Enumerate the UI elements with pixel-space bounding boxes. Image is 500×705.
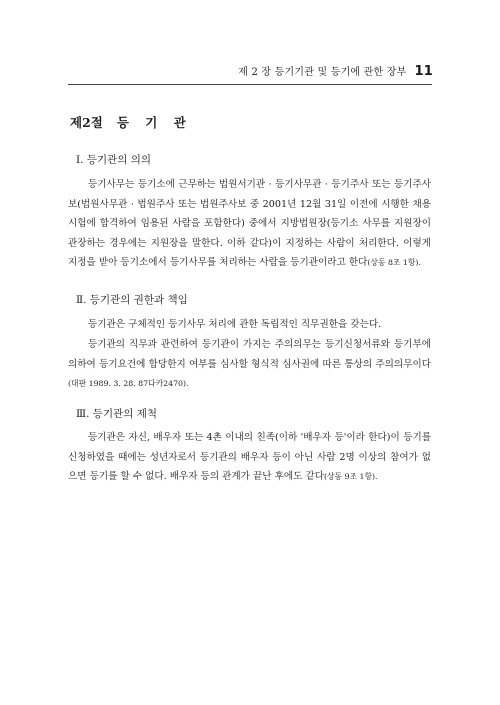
header-rule	[68, 84, 432, 85]
section-title	[70, 113, 192, 131]
section-name: 등 기 관	[116, 115, 192, 130]
citation: (상동 9조 1항).	[323, 472, 378, 482]
paragraph-text: 등기사무는 등기소에 근무하는 법원서기관 · 등기사무관 · 등기주사 또는 등기주사보(법원사무관 · 법원주사 또는 법원주사보 중 2001년 12월 31일 이전에 시행한 채용시험에 합격하여 임용된 사람을 포함한다) 중에서 지방법원장(등기소 사무를 지원장이 관장하는 경우에는 지원장을 말한다. 이하 같다)이 지정하는 사람이 처리한다. 이렇게 지정을 받아 등기소에서 등기사무를 처리하는 사람을 등기관이라고 한다	[68, 179, 431, 269]
paragraph-text: 등기관은 자신, 배우자 또는 4촌 이내의 친족(이하 '배우자 등'이라 한다)이 등기를 신청하였을 때에는 성년자로서 등기관의 배우자 등이 아닌 사람 2명 이상의 참여가 없으면 등기를 할 수 없다. 배우자 등의 관계가 끝난 후에도 같다	[68, 432, 431, 483]
paragraph-3	[68, 335, 431, 394]
section-number: 제2절	[70, 115, 103, 130]
paragraph-text: 등기관은 구체적인 등기사무 처리에 관한 독립적인 직무권한을 갖는다.	[88, 319, 382, 330]
paragraph-1	[68, 175, 431, 273]
paragraph-text: 등기관의 직무과 관련하여 등기관이 가지는 주의의무는 등기신청서류와 등기부에 의하여 등기요건에 합당한지 여부를 심사할 형식적 심사권에 따른 통상의 주의의무이다	[68, 339, 431, 370]
paragraph-2	[68, 315, 431, 335]
subsection-heading-1: Ⅰ. 등기관의 의의	[76, 154, 152, 166]
subsection-heading-2: Ⅱ. 등기관의 권한과 책임	[76, 294, 188, 306]
citation: (대판 1989. 3. 28. 87다카2470).	[68, 379, 189, 389]
chapter-title: 제 2 장 등기기관 및 등기에 관한 장부	[238, 67, 407, 78]
paragraph-4	[68, 428, 431, 487]
page-number: 11	[414, 64, 433, 79]
running-header	[238, 63, 433, 79]
citation: (상동 8조 1항).	[367, 258, 421, 268]
subsection-heading-3: Ⅲ. 등기관의 제척	[76, 408, 157, 420]
